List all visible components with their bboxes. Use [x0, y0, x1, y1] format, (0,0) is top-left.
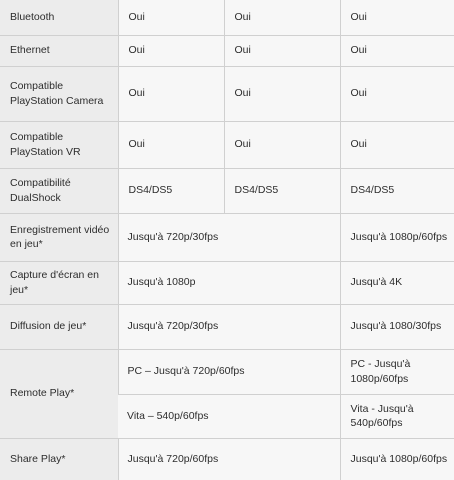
row-label: Bluetooth [0, 0, 118, 35]
cell-value: PC - Jusqu'à 1080p/60fps [340, 349, 454, 394]
table-row-broadcast [0, 304, 454, 349]
cell-value: DS4/DS5 [118, 168, 224, 213]
cell-value: Jusqu'à 1080p/60fps [340, 438, 454, 480]
cell-value: Jusqu'à 720p/30fps [118, 213, 340, 261]
cell-value: Vita - Jusqu'à 540p/60fps [340, 394, 454, 438]
table-row-vr [0, 121, 454, 168]
table-row-bluetooth [0, 0, 454, 35]
row-label: Compatibilité DualShock [0, 168, 118, 213]
cell-value: Oui [340, 35, 454, 66]
cell-value: Jusqu'à 720p/60fps [118, 438, 340, 480]
row-label: Compatible PlayStation Camera [0, 66, 118, 121]
table-row-screenshot [0, 261, 454, 304]
table-row-camera [0, 66, 454, 121]
table-row-recording [0, 213, 454, 261]
cell-value: Jusqu'à 4K [340, 261, 454, 304]
row-label: Diffusion de jeu* [0, 304, 118, 349]
row-label: Compatible PlayStation VR [0, 121, 118, 168]
cell-value: Oui [340, 0, 454, 35]
cell-value: Oui [118, 35, 224, 66]
table-row-remote-play-pc [0, 349, 454, 394]
cell-value: Jusqu'à 1080/30fps [340, 304, 454, 349]
cell-value: Oui [224, 0, 340, 35]
cell-value: DS4/DS5 [340, 168, 454, 213]
cell-value: Oui [118, 0, 224, 35]
cell-value: Jusqu'à 1080p [118, 261, 340, 304]
row-label: Enregistrement vidéo en jeu* [0, 213, 118, 261]
row-label: Capture d'écran en jeu* [0, 261, 118, 304]
cell-value: Oui [340, 66, 454, 121]
cell-value: PC – Jusqu'à 720p/60fps [118, 349, 340, 394]
cell-value: Oui [224, 35, 340, 66]
cell-value: Oui [118, 121, 224, 168]
table-row-ethernet [0, 35, 454, 66]
table-row-dualshock [0, 168, 454, 213]
cell-value: Oui [340, 121, 454, 168]
cell-value: Jusqu'à 1080p/60fps [340, 213, 454, 261]
cell-value: Oui [118, 66, 224, 121]
table-row-share-play [0, 438, 454, 480]
cell-value: Vita – 540p/60fps [118, 394, 340, 438]
row-label: Ethernet [0, 35, 118, 66]
row-label: Share Play* [0, 438, 118, 480]
cell-value: Oui [224, 66, 340, 121]
row-label: Remote Play* [0, 349, 118, 438]
cell-value: Jusqu'à 720p/30fps [118, 304, 340, 349]
cell-value: DS4/DS5 [224, 168, 340, 213]
cell-value: Oui [224, 121, 340, 168]
